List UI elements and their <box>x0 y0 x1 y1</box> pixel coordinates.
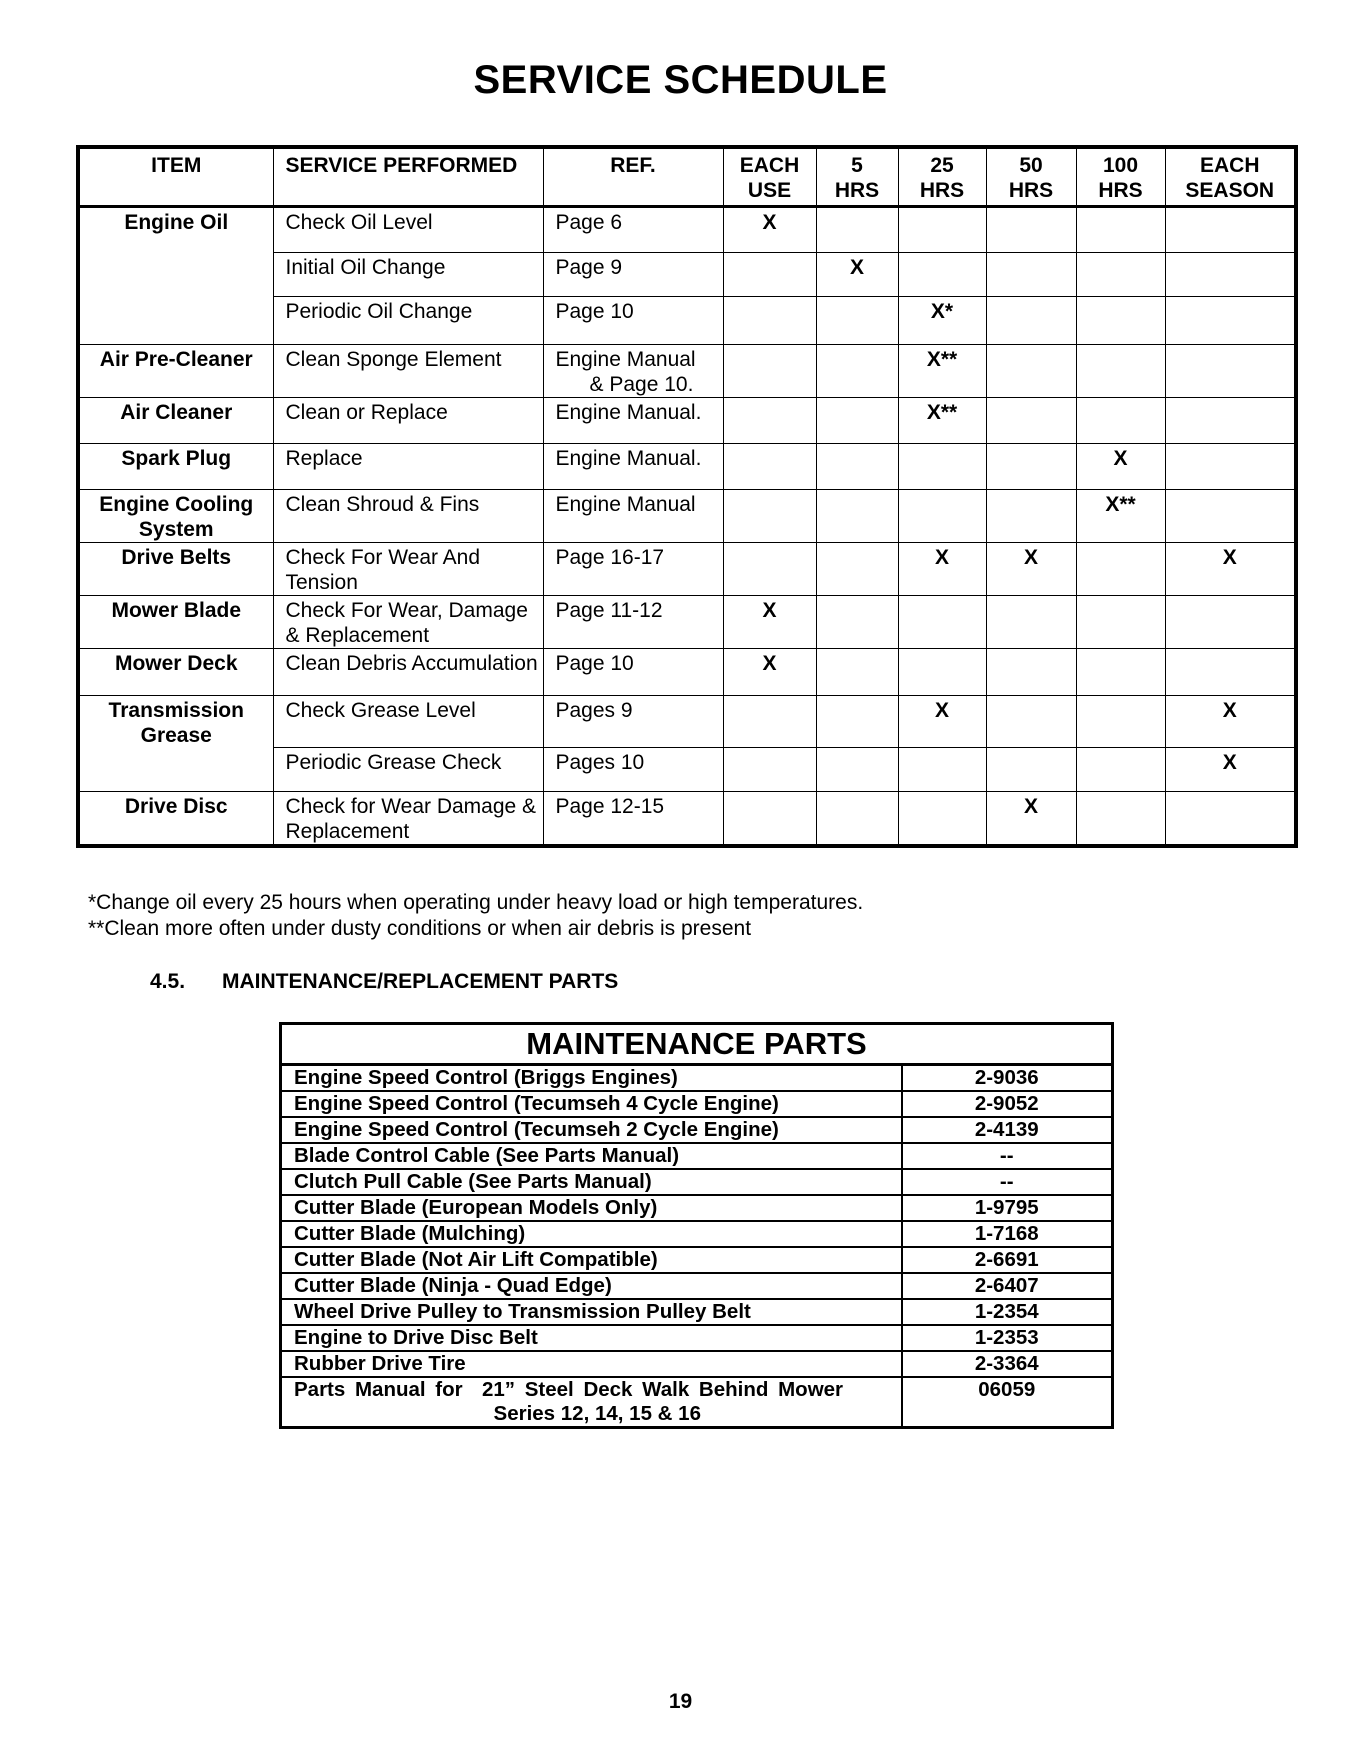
part-description-text: Wheel Drive Pulley to Transmission Pulley Belt <box>294 1300 751 1323</box>
ref-cell <box>543 490 723 543</box>
interval-mark-h25 <box>898 792 986 847</box>
service-cell: Clean Shroud & Fins <box>273 490 543 543</box>
item-cell: Engine Cooling System <box>78 490 273 543</box>
part-description-text: Rubber Drive Tire <box>294 1352 466 1375</box>
interval-mark-each-use <box>723 345 816 398</box>
header-each-season: EACH SEASON <box>1165 147 1296 207</box>
header-ref: REF. <box>543 147 723 207</box>
ref-cell <box>543 792 723 847</box>
interval-mark-h100 <box>1076 649 1165 696</box>
part-number: 06059 <box>902 1377 1113 1428</box>
item-cell: Drive Belts <box>78 543 273 596</box>
interval-mark-h25 <box>898 649 986 696</box>
part-description-text: Engine Speed Control (Tecumseh 4 Cycle Engine) <box>294 1092 779 1115</box>
part-number: -- <box>902 1169 1113 1195</box>
ref-text: Engine Manual. <box>555 401 702 424</box>
service-cell: Check For Wear And Tension <box>273 543 543 596</box>
service-cell: Replace <box>273 444 543 490</box>
parts-row <box>281 1351 1113 1377</box>
interval-mark-h5: X <box>816 253 898 297</box>
interval-mark-h5 <box>816 543 898 596</box>
service-cell: Clean Sponge Element <box>273 345 543 398</box>
section-number: 4.5. <box>150 970 186 993</box>
part-description <box>281 1169 902 1195</box>
interval-mark-h100 <box>1076 543 1165 596</box>
item-cell: Mower Deck <box>78 649 273 696</box>
interval-mark-h5 <box>816 748 898 792</box>
interval-mark-season <box>1165 297 1296 345</box>
schedule-row <box>78 543 1296 596</box>
schedule-row <box>78 696 1296 748</box>
item-cell: Spark Plug <box>78 444 273 490</box>
interval-mark-h50 <box>986 748 1076 792</box>
service-cell: Check Oil Level <box>273 207 543 253</box>
parts-row <box>281 1169 1113 1195</box>
part-description-text: Clutch Pull Cable (See Parts Manual) <box>294 1170 652 1193</box>
interval-mark-h50: X <box>986 792 1076 847</box>
service-cell: Periodic Oil Change <box>273 297 543 345</box>
interval-mark-season <box>1165 253 1296 297</box>
parts-row <box>281 1195 1113 1221</box>
schedule-row <box>78 207 1296 253</box>
interval-mark-h5 <box>816 398 898 444</box>
part-number: 1-7168 <box>902 1221 1113 1247</box>
service-cell: Initial Oil Change <box>273 253 543 297</box>
part-description-text: Parts Manual for 21” Steel Deck Walk Behind Mower <box>294 1378 844 1401</box>
item-cell: Engine Oil <box>78 207 273 345</box>
ref-text: Page 10 <box>555 300 634 323</box>
part-number: 1-2353 <box>902 1325 1113 1351</box>
part-description <box>281 1143 902 1169</box>
ref-text: Page 11-12 <box>555 599 663 622</box>
parts-table-title: MAINTENANCE PARTS <box>281 1024 1113 1065</box>
item-cell: Transmission Grease <box>78 696 273 792</box>
part-description-text: Cutter Blade (Ninja - Quad Edge) <box>294 1274 612 1297</box>
interval-mark-h100 <box>1076 297 1165 345</box>
interval-mark-h50 <box>986 649 1076 696</box>
interval-mark-each-use <box>723 543 816 596</box>
parts-row <box>281 1325 1113 1351</box>
part-number: 1-2354 <box>902 1299 1113 1325</box>
part-description-text: Cutter Blade (Mulching) <box>294 1222 526 1245</box>
item-cell: Air Cleaner <box>78 398 273 444</box>
interval-mark-h100 <box>1076 696 1165 748</box>
schedule-header-row <box>78 147 1296 207</box>
header-each-use: EACH USE <box>723 147 816 207</box>
ref-cell <box>543 543 723 596</box>
part-description-text: Engine Speed Control (Tecumseh 2 Cycle Engine) <box>294 1118 779 1141</box>
parts-row <box>281 1273 1113 1299</box>
interval-mark-h25 <box>898 253 986 297</box>
ref-text: Page 6 <box>555 211 623 234</box>
part-description-text: Engine Speed Control (Briggs Engines) <box>294 1066 678 1089</box>
interval-mark-h25 <box>898 748 986 792</box>
schedule-row <box>78 596 1296 649</box>
interval-mark-h25: X <box>898 543 986 596</box>
part-description-text: Cutter Blade (Not Air Lift Compatible) <box>294 1248 658 1271</box>
interval-mark-each-use <box>723 444 816 490</box>
header-item: ITEM <box>78 147 273 207</box>
interval-mark-h50 <box>986 398 1076 444</box>
ref-text: Pages 10 <box>555 751 645 774</box>
part-number: 2-9036 <box>902 1065 1113 1092</box>
service-cell: Check For Wear, Damage & Replacement <box>273 596 543 649</box>
interval-mark-h50 <box>986 345 1076 398</box>
parts-row <box>281 1377 1113 1428</box>
schedule-row <box>78 490 1296 543</box>
interval-mark-season: X <box>1165 748 1296 792</box>
interval-mark-h25: X* <box>898 297 986 345</box>
interval-mark-h5 <box>816 444 898 490</box>
service-cell: Periodic Grease Check <box>273 748 543 792</box>
interval-mark-each-use: X <box>723 207 816 253</box>
part-description <box>281 1117 902 1143</box>
ref-cell <box>543 398 723 444</box>
parts-row <box>281 1143 1113 1169</box>
interval-mark-h25: X** <box>898 345 986 398</box>
interval-mark-h50 <box>986 444 1076 490</box>
interval-mark-h50 <box>986 696 1076 748</box>
part-description-text: Blade Control Cable (See Parts Manual) <box>294 1144 680 1167</box>
interval-mark-each-use <box>723 253 816 297</box>
interval-mark-h5 <box>816 345 898 398</box>
interval-mark-h25 <box>898 207 986 253</box>
service-schedule-table <box>76 145 1298 848</box>
interval-mark-each-use <box>723 792 816 847</box>
footnote-clean: **Clean more often under dusty conditions or when air debris is present <box>88 917 752 940</box>
header-25-hrs: 25 HRS <box>898 147 986 207</box>
interval-mark-h100 <box>1076 207 1165 253</box>
interval-mark-h100: X <box>1076 444 1165 490</box>
ref-cell <box>543 596 723 649</box>
parts-row <box>281 1221 1113 1247</box>
schedule-row <box>78 345 1296 398</box>
parts-row <box>281 1091 1113 1117</box>
ref-text: Pages 9 <box>555 699 633 722</box>
interval-mark-h25: X <box>898 696 986 748</box>
part-number: 2-3364 <box>902 1351 1113 1377</box>
header-50-hrs: 50 HRS <box>986 147 1076 207</box>
section-heading <box>150 970 618 994</box>
part-number: 2-6691 <box>902 1247 1113 1273</box>
header-100-hrs: 100 HRS <box>1076 147 1165 207</box>
interval-mark-h100 <box>1076 792 1165 847</box>
interval-mark-h25 <box>898 490 986 543</box>
ref-cell <box>543 649 723 696</box>
part-number: 2-4139 <box>902 1117 1113 1143</box>
interval-mark-h5 <box>816 490 898 543</box>
ref-cell <box>543 444 723 490</box>
interval-mark-season: X <box>1165 696 1296 748</box>
ref-cell <box>543 696 723 748</box>
maintenance-parts-table <box>279 1022 1114 1429</box>
service-cell: Clean Debris Accumulation <box>273 649 543 696</box>
interval-mark-h100 <box>1076 345 1165 398</box>
interval-mark-season: X <box>1165 543 1296 596</box>
part-number: -- <box>902 1143 1113 1169</box>
interval-mark-h5 <box>816 696 898 748</box>
ref-cell <box>543 345 723 398</box>
part-description <box>281 1247 902 1273</box>
ref-cell <box>543 253 723 297</box>
ref-cell <box>543 748 723 792</box>
ref-text: Engine Manual. <box>555 447 702 470</box>
service-cell: Check for Wear Damage & Replacement <box>273 792 543 847</box>
interval-mark-h100 <box>1076 253 1165 297</box>
interval-mark-season <box>1165 444 1296 490</box>
ref-text: Page 16-17 <box>555 546 665 569</box>
part-number: 2-6407 <box>902 1273 1113 1299</box>
service-cell: Clean or Replace <box>273 398 543 444</box>
interval-mark-h100 <box>1076 748 1165 792</box>
interval-mark-h50 <box>986 596 1076 649</box>
interval-mark-h5 <box>816 596 898 649</box>
section-title: MAINTENANCE/REPLACEMENT PARTS <box>222 970 619 993</box>
interval-mark-h50: X <box>986 543 1076 596</box>
page-number: 19 <box>668 1690 693 1713</box>
ref-text: Engine Manual <box>555 493 696 516</box>
part-description <box>281 1377 902 1428</box>
part-description-line2: Series 12, 14, 15 & 16 <box>493 1402 701 1425</box>
item-cell: Drive Disc <box>78 792 273 847</box>
interval-mark-season <box>1165 398 1296 444</box>
interval-mark-h50 <box>986 297 1076 345</box>
footnotes <box>88 890 863 942</box>
ref-text: Engine Manual <box>555 348 696 371</box>
page-title: SERVICE SCHEDULE <box>473 58 888 102</box>
ref-cell <box>543 297 723 345</box>
part-description <box>281 1299 902 1325</box>
header-service: SERVICE PERFORMED <box>273 147 543 207</box>
interval-mark-season <box>1165 490 1296 543</box>
ref-cell <box>543 207 723 253</box>
interval-mark-h25 <box>898 596 986 649</box>
part-description <box>281 1065 902 1092</box>
interval-mark-h50 <box>986 207 1076 253</box>
interval-mark-season <box>1165 649 1296 696</box>
interval-mark-h25: X** <box>898 398 986 444</box>
interval-mark-season <box>1165 345 1296 398</box>
header-5-hrs: 5 HRS <box>816 147 898 207</box>
part-description <box>281 1273 902 1299</box>
schedule-row <box>78 444 1296 490</box>
interval-mark-h100 <box>1076 596 1165 649</box>
ref-text: Page 10 <box>555 652 634 675</box>
interval-mark-each-use <box>723 297 816 345</box>
part-description <box>281 1221 902 1247</box>
parts-row <box>281 1065 1113 1092</box>
part-description <box>281 1325 902 1351</box>
item-cell: Air Pre-Cleaner <box>78 345 273 398</box>
service-cell: Check Grease Level <box>273 696 543 748</box>
interval-mark-each-use <box>723 696 816 748</box>
interval-mark-h50 <box>986 490 1076 543</box>
schedule-row <box>78 792 1296 847</box>
interval-mark-each-use: X <box>723 596 816 649</box>
interval-mark-h5 <box>816 649 898 696</box>
interval-mark-h5 <box>816 207 898 253</box>
schedule-row <box>78 649 1296 696</box>
interval-mark-each-use: X <box>723 649 816 696</box>
schedule-row <box>78 398 1296 444</box>
part-description-text: Engine to Drive Disc Belt <box>294 1326 538 1349</box>
part-description <box>281 1351 902 1377</box>
part-description <box>281 1195 902 1221</box>
ref-text: Page 9 <box>555 256 623 279</box>
interval-mark-season <box>1165 596 1296 649</box>
parts-row <box>281 1117 1113 1143</box>
interval-mark-each-use <box>723 490 816 543</box>
part-description <box>281 1091 902 1117</box>
interval-mark-h25 <box>898 444 986 490</box>
parts-row <box>281 1299 1113 1325</box>
interval-mark-each-use <box>723 398 816 444</box>
interval-mark-h100 <box>1076 398 1165 444</box>
interval-mark-h5 <box>816 297 898 345</box>
ref-text: Page 12-15 <box>555 795 665 818</box>
parts-row <box>281 1247 1113 1273</box>
interval-mark-season <box>1165 207 1296 253</box>
part-number: 1-9795 <box>902 1195 1113 1221</box>
item-cell: Mower Blade <box>78 596 273 649</box>
interval-mark-h5 <box>816 792 898 847</box>
footnote-oil: *Change oil every 25 hours when operating under heavy load or high temperatures. <box>88 891 864 914</box>
interval-mark-each-use <box>723 748 816 792</box>
part-number: 2-9052 <box>902 1091 1113 1117</box>
interval-mark-h100: X** <box>1076 490 1165 543</box>
interval-mark-season <box>1165 792 1296 847</box>
part-description-text: Cutter Blade (European Models Only) <box>294 1196 658 1219</box>
interval-mark-h50 <box>986 253 1076 297</box>
ref-text-line2: & Page 10. <box>589 373 694 396</box>
